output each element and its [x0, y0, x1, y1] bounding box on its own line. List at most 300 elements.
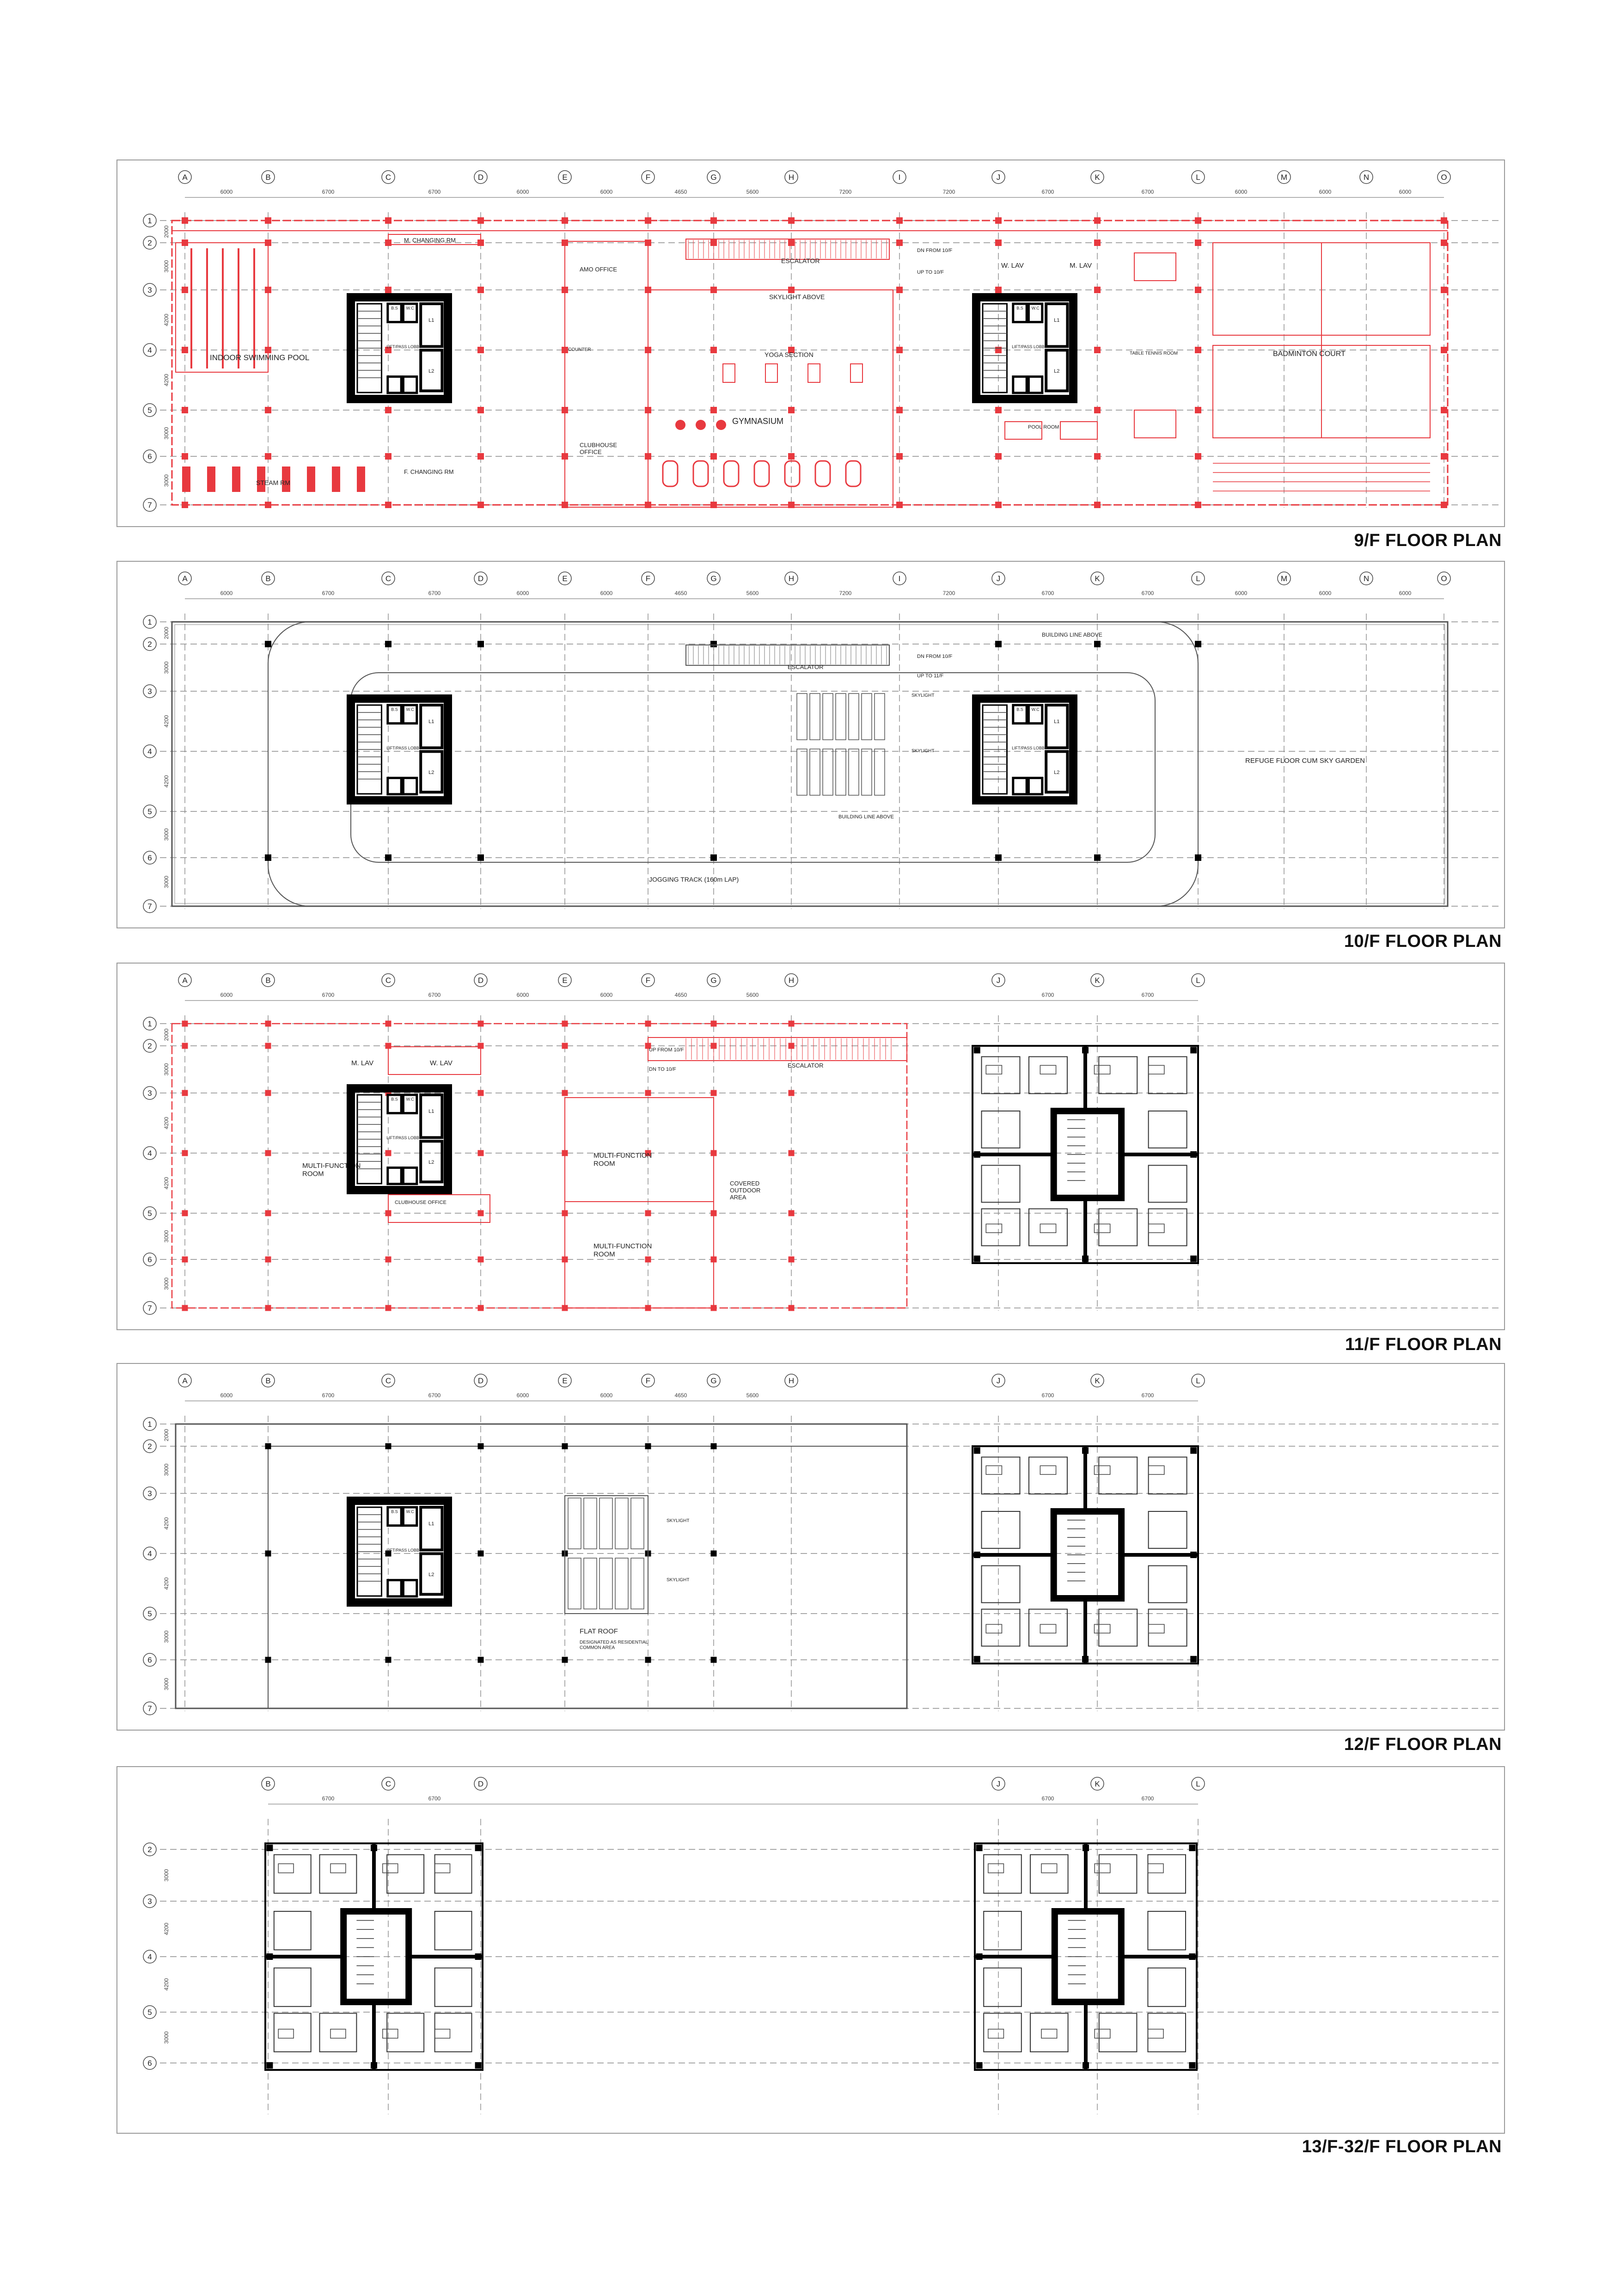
grid-spacing: 4650 — [674, 1392, 687, 1399]
grid-col-label: C — [385, 173, 391, 182]
grid-col-label: H — [788, 173, 795, 182]
skylight-panel — [615, 1558, 628, 1609]
grid-spacing: 2000 — [163, 225, 170, 238]
grid-row-label: 7 — [147, 1704, 152, 1713]
unit-room — [1149, 1566, 1187, 1603]
structural-column — [645, 1021, 651, 1027]
lift-label: L2 — [1054, 769, 1060, 775]
grid-spacing: 6000 — [600, 1392, 613, 1399]
skylight-panel — [568, 1498, 581, 1549]
structural-column — [385, 502, 391, 508]
label-skylight: SKYLIGHT — [911, 749, 935, 754]
structural-column — [976, 1845, 983, 1851]
grid-col-label: J — [996, 574, 1001, 583]
structural-column — [974, 1552, 980, 1558]
grid-col-label: D — [477, 976, 484, 985]
lift-label: L2 — [1054, 368, 1060, 374]
grid-col-label: O — [1441, 173, 1447, 182]
gym-equipment — [846, 461, 861, 486]
grid-row-label: 2 — [147, 640, 152, 649]
structural-column — [265, 1210, 271, 1216]
unit-room — [320, 1855, 357, 1893]
grid-col-label: C — [385, 1780, 391, 1788]
grid-col-label: M — [1280, 173, 1288, 182]
core-room — [403, 778, 416, 794]
grid-spacing: 6700 — [1041, 590, 1054, 596]
structural-column — [478, 1210, 484, 1216]
furniture — [988, 1864, 1004, 1873]
skylight-panel — [862, 749, 872, 795]
structural-column — [385, 1150, 391, 1156]
structural-column — [976, 1953, 983, 1960]
structural-column — [995, 407, 1002, 413]
plan-10f-drawing — [117, 562, 1504, 927]
structural-column — [385, 407, 391, 413]
structural-column — [1195, 287, 1201, 293]
furniture — [1040, 1624, 1056, 1633]
unit-room — [1149, 1457, 1187, 1494]
structural-column — [974, 1151, 980, 1158]
structural-column — [1094, 217, 1101, 224]
structural-column — [1190, 1047, 1197, 1053]
grid-spacing: 6700 — [1141, 992, 1154, 998]
grid-col-label: E — [562, 1376, 568, 1385]
structural-column — [789, 1021, 795, 1027]
label-covered-outdoor: AREA — [730, 1193, 746, 1201]
grid-spacing: 6700 — [1141, 1795, 1154, 1802]
lift-label: L2 — [428, 368, 434, 374]
structural-column — [711, 1657, 717, 1663]
structural-column — [995, 239, 1002, 246]
label-table-tennis: TABLE TENNIS ROOM — [1130, 351, 1178, 356]
structural-column — [974, 1656, 980, 1663]
grid-col-label: L — [1196, 173, 1200, 182]
core-room — [403, 377, 416, 393]
structural-column — [788, 239, 795, 246]
unit-room — [1099, 1855, 1137, 1893]
grid-spacing: 7200 — [942, 189, 955, 195]
unit-room — [1149, 1111, 1187, 1148]
structural-column — [896, 239, 903, 246]
structural-column — [1094, 347, 1101, 353]
unit-room — [984, 2014, 1022, 2052]
unit-room — [982, 1511, 1020, 1548]
furniture — [1149, 1624, 1164, 1633]
core-room — [388, 1580, 401, 1596]
lift-label: L1 — [428, 718, 434, 724]
structural-column — [1094, 502, 1101, 508]
structural-column — [266, 1845, 273, 1851]
structural-column — [1094, 287, 1101, 293]
skylight-panel — [823, 749, 833, 795]
grid-col-label: I — [898, 574, 901, 583]
grid-spacing: 7200 — [839, 189, 852, 195]
structural-column — [265, 1021, 271, 1027]
structural-column — [182, 1210, 188, 1216]
lobby-label: LIFT/PASS LOBBY — [1012, 344, 1047, 349]
skylight-panel — [849, 749, 859, 795]
label-yoga: YOGA SECTION — [765, 351, 814, 358]
jogging-track — [268, 622, 1198, 906]
grid-spacing: 3000 — [163, 828, 170, 841]
structural-column — [478, 1551, 484, 1557]
grid-col-label: C — [385, 1376, 391, 1385]
structural-column — [1195, 854, 1201, 861]
grid-spacing: 3000 — [163, 1678, 170, 1690]
tower-core — [1054, 1511, 1121, 1598]
label-w-lav: W. LAV — [430, 1059, 453, 1067]
plan-title-13f-32f: 13/F-32/F FLOOR PLAN — [1302, 2137, 1502, 2156]
core-room — [388, 377, 401, 393]
grid-spacing: 6700 — [322, 1392, 335, 1399]
grid-spacing: 6700 — [428, 189, 441, 195]
furniture — [1095, 1065, 1110, 1074]
structural-column — [265, 1443, 271, 1449]
lift-shaft — [1046, 304, 1067, 346]
structural-column — [265, 502, 271, 508]
grid-row-label: 6 — [147, 1255, 152, 1264]
yoga-mat — [808, 364, 820, 382]
grid-spacing: 6000 — [516, 590, 529, 596]
structural-column — [265, 641, 271, 647]
grid-col-label: A — [182, 574, 188, 583]
furniture — [1040, 1224, 1056, 1233]
lift-label: L1 — [1054, 718, 1060, 724]
label-multi-function-2: ROOM — [593, 1160, 615, 1168]
structural-column — [478, 1657, 484, 1663]
skylight-panel — [797, 749, 807, 795]
steam-bench — [232, 467, 240, 492]
grid-col-label: K — [1095, 976, 1100, 985]
plan-11f-drawing — [117, 964, 1504, 1329]
furniture — [1095, 1224, 1110, 1233]
structural-column — [711, 1443, 717, 1449]
unit-room — [984, 1968, 1022, 2007]
grid-spacing: 5600 — [746, 590, 759, 596]
skylight-panel — [823, 694, 833, 740]
lift-label: L2 — [428, 1572, 434, 1578]
grid-spacing: 6000 — [1235, 189, 1248, 195]
label-covered-outdoor: COVERED — [730, 1180, 760, 1187]
structural-column — [265, 1657, 271, 1663]
grid-col-label: B — [265, 1780, 271, 1788]
structural-column — [711, 1021, 717, 1027]
grid-spacing: 7200 — [839, 590, 852, 596]
structural-column — [710, 347, 717, 353]
lift-label: L1 — [1054, 317, 1060, 323]
grid-col-label: O — [1441, 574, 1447, 583]
structural-column — [1441, 407, 1447, 413]
escalator — [648, 1037, 907, 1061]
steam-bench — [307, 467, 315, 492]
grid-col-label: L — [1196, 1376, 1200, 1385]
grid-col-label: E — [562, 574, 568, 583]
skylight-panel — [568, 1558, 581, 1609]
grid-row-label: 4 — [147, 1549, 152, 1558]
unit-room — [274, 1911, 311, 1950]
steam-bench — [182, 467, 190, 492]
plan-9f — [116, 160, 1505, 527]
structural-column — [711, 1551, 717, 1557]
structural-column — [1082, 1047, 1089, 1053]
grid-spacing: 4200 — [163, 1922, 170, 1935]
structural-column — [182, 287, 188, 293]
unit-room — [982, 1166, 1020, 1203]
furniture — [1041, 2029, 1057, 2038]
gym-equipment — [675, 420, 685, 430]
yoga-mat — [723, 364, 735, 382]
structural-column — [1094, 854, 1101, 861]
grid-spacing: 3000 — [163, 876, 170, 888]
structural-column — [1083, 1845, 1089, 1851]
grid-col-label: K — [1095, 574, 1100, 583]
grid-col-label: B — [265, 1376, 271, 1385]
grid-col-label: H — [788, 574, 795, 583]
structural-column — [475, 1845, 482, 1851]
skylight-panel — [631, 1498, 644, 1549]
grid-spacing: 4200 — [163, 1117, 170, 1130]
label-up: UP TO 10/F — [917, 270, 944, 275]
grid-spacing: 4200 — [163, 715, 170, 728]
gym-equipment — [785, 461, 800, 486]
lift-label: L1 — [428, 1108, 434, 1114]
structural-column — [478, 1021, 484, 1027]
grid-col-label: L — [1196, 976, 1200, 985]
grid-spacing: 4200 — [163, 1978, 170, 1991]
plan-10f — [116, 561, 1505, 928]
structural-column — [385, 1021, 391, 1027]
room-label: W.C — [1031, 306, 1040, 311]
gym-equipment — [724, 461, 739, 486]
grid-spacing: 3000 — [163, 661, 170, 674]
grid-spacing: 6000 — [1319, 189, 1332, 195]
structural-column — [995, 502, 1002, 508]
lift-shaft — [421, 705, 442, 748]
core-room — [1013, 377, 1027, 393]
structural-column — [477, 407, 484, 413]
unit-room — [1099, 2014, 1137, 2052]
grid-row-label: 1 — [147, 618, 152, 626]
structural-column — [478, 1305, 484, 1311]
structural-column — [788, 217, 795, 224]
grid-spacing: 6700 — [428, 1795, 441, 1802]
grid-spacing: 4650 — [674, 992, 687, 998]
grid-spacing: 3000 — [163, 1230, 170, 1243]
core-room — [1013, 778, 1027, 794]
unit-room — [1149, 1057, 1187, 1094]
gym-equipment — [696, 420, 706, 430]
skylight-panel — [836, 749, 846, 795]
grid-row-label: 2 — [147, 1845, 152, 1854]
furniture — [1095, 1864, 1110, 1873]
structural-column — [789, 1150, 795, 1156]
grid-spacing: 3000 — [163, 260, 170, 273]
structural-column — [182, 1150, 188, 1156]
grid-row-label: 5 — [147, 1209, 152, 1218]
structural-column — [385, 217, 391, 224]
grid-spacing: 6000 — [1399, 189, 1412, 195]
structural-column — [645, 1443, 651, 1449]
furniture — [1095, 2029, 1110, 2038]
structural-column — [645, 1657, 651, 1663]
structural-column — [1190, 1552, 1197, 1558]
room-label: W.C — [406, 1509, 414, 1514]
structural-column — [995, 641, 1002, 647]
core-room — [1028, 377, 1042, 393]
tt-table — [1134, 410, 1176, 438]
label-m-lav: M. LAV — [1070, 262, 1092, 270]
furniture — [1149, 1224, 1164, 1233]
label-w-lav: W. LAV — [1001, 262, 1024, 270]
grid-row-label: 5 — [147, 406, 152, 415]
core-room — [403, 1168, 416, 1184]
structural-column — [477, 287, 484, 293]
grid-col-label: M — [1280, 574, 1288, 583]
grid-row-label: 1 — [147, 1420, 152, 1429]
unit-room — [984, 1855, 1022, 1893]
structural-column — [182, 1257, 188, 1263]
steam-bench — [332, 467, 340, 492]
structural-column — [1441, 347, 1447, 353]
plan-title-9f: 9/F FLOOR PLAN — [1354, 531, 1502, 550]
label-f-changing: F. CHANGING RM — [404, 468, 454, 475]
grid-spacing: 6700 — [1141, 590, 1154, 596]
unit-room — [1029, 1209, 1067, 1246]
core-room — [403, 1580, 416, 1596]
lobby-label: LIFT/PASS LOBBY — [386, 344, 422, 349]
label-pool-room: POOL ROOM — [1028, 424, 1059, 430]
structural-column — [562, 1090, 568, 1096]
unit-room — [1149, 1609, 1187, 1646]
steam-bench — [357, 467, 365, 492]
skylight-panel — [584, 1558, 597, 1609]
grid-row-label: 4 — [147, 1952, 152, 1961]
structural-column — [562, 1021, 568, 1027]
unit-room — [1030, 2014, 1068, 2052]
structural-column — [1441, 287, 1447, 293]
structural-column — [789, 1210, 795, 1216]
gym-equipment — [716, 420, 726, 430]
skylight-panel — [615, 1498, 628, 1549]
structural-column — [182, 1021, 188, 1027]
grid-col-label: J — [996, 1780, 1001, 1788]
label-indoor-pool: INDOOR SWIMMING POOL — [210, 353, 310, 362]
grid-row-label: 4 — [147, 747, 152, 756]
furniture — [986, 1224, 1002, 1233]
structural-column — [385, 1443, 391, 1449]
structural-column — [478, 1443, 484, 1449]
skylight-panel — [599, 1498, 612, 1549]
grid-spacing: 6700 — [322, 1795, 335, 1802]
structural-column — [710, 453, 717, 460]
grid-col-label: H — [788, 1376, 795, 1385]
grid-spacing: 6700 — [322, 189, 335, 195]
plan-9f-drawing — [117, 160, 1504, 526]
label-badminton: BADMINTON COURT — [1273, 350, 1346, 358]
furniture — [1095, 1624, 1110, 1633]
structural-column — [478, 1090, 484, 1096]
grid-col-label: D — [477, 1780, 484, 1788]
structural-column — [1189, 1953, 1195, 1960]
plan-12f — [116, 1363, 1505, 1731]
grid-row-label: 2 — [147, 1442, 152, 1451]
structural-column — [182, 407, 188, 413]
grid-row-label: 6 — [147, 2059, 152, 2068]
grid-row-label: 3 — [147, 687, 152, 696]
grid-col-label: E — [562, 173, 568, 182]
room-label: W.C — [1031, 707, 1040, 712]
grid-row-label: 2 — [147, 239, 152, 247]
grid-spacing: 2000 — [163, 626, 170, 639]
unit-room — [982, 1609, 1020, 1646]
grid-col-label: F — [645, 173, 651, 182]
structural-column — [896, 287, 903, 293]
grid-row-label: 7 — [147, 501, 152, 510]
grid-col-label: L — [1196, 574, 1200, 583]
structural-column — [478, 1257, 484, 1263]
structural-column — [896, 453, 903, 460]
grid-col-label: F — [645, 1376, 651, 1385]
skylight-panel — [584, 1498, 597, 1549]
grid-spacing: 7200 — [942, 590, 955, 596]
grid-spacing: 3000 — [163, 1063, 170, 1076]
label-clubhouse-office: CLUBHOUSE — [580, 442, 617, 448]
unit-room — [1029, 1457, 1067, 1494]
structural-column — [1195, 407, 1201, 413]
plan-13f-32f — [116, 1766, 1505, 2134]
structural-column — [477, 453, 484, 460]
grid-spacing: 6000 — [600, 590, 613, 596]
grid-row-label: 2 — [147, 1042, 152, 1050]
structural-column — [385, 854, 391, 861]
label-skylight: SKYLIGHT — [911, 693, 935, 698]
label-jogging-track: JOGGING TRACK (160m LAP) — [649, 876, 739, 883]
grid-spacing: 6700 — [1041, 1795, 1054, 1802]
furniture — [330, 1864, 346, 1873]
escalator — [686, 645, 889, 665]
structural-column — [182, 1305, 188, 1311]
structural-column — [896, 217, 903, 224]
structural-column — [976, 2062, 983, 2069]
furniture — [1149, 1466, 1164, 1474]
structural-column — [710, 217, 717, 224]
lift-label: L1 — [428, 317, 434, 323]
grid-row-label: 3 — [147, 1089, 152, 1098]
multi-function-room — [565, 1098, 714, 1308]
room-label: B.S — [391, 1097, 398, 1102]
roof-edge — [268, 1446, 907, 1708]
unit-room — [1099, 1057, 1137, 1094]
grid-col-label: D — [477, 574, 484, 583]
grid-spacing: 6000 — [1235, 590, 1248, 596]
grid-col-label: N — [1363, 574, 1370, 583]
lift-label: L2 — [428, 769, 434, 775]
grid-spacing: 6000 — [516, 992, 529, 998]
label-skylight: SKYLIGHT — [667, 1518, 690, 1523]
grid-spacing: 6000 — [1399, 590, 1412, 596]
structural-column — [385, 287, 391, 293]
lift-shaft — [421, 1507, 442, 1550]
structural-column — [1189, 2062, 1195, 2069]
grid-col-label: F — [645, 976, 651, 985]
grid-col-label: K — [1095, 1376, 1100, 1385]
skylight-panel — [862, 694, 872, 740]
label-escalator: ESCALATOR — [788, 1062, 824, 1069]
grid-spacing: 6000 — [516, 1392, 529, 1399]
label-building-line: BUILDING LINE ABOVE — [838, 814, 894, 820]
furniture — [1148, 1864, 1163, 1873]
room-label: W.C — [406, 1097, 414, 1102]
